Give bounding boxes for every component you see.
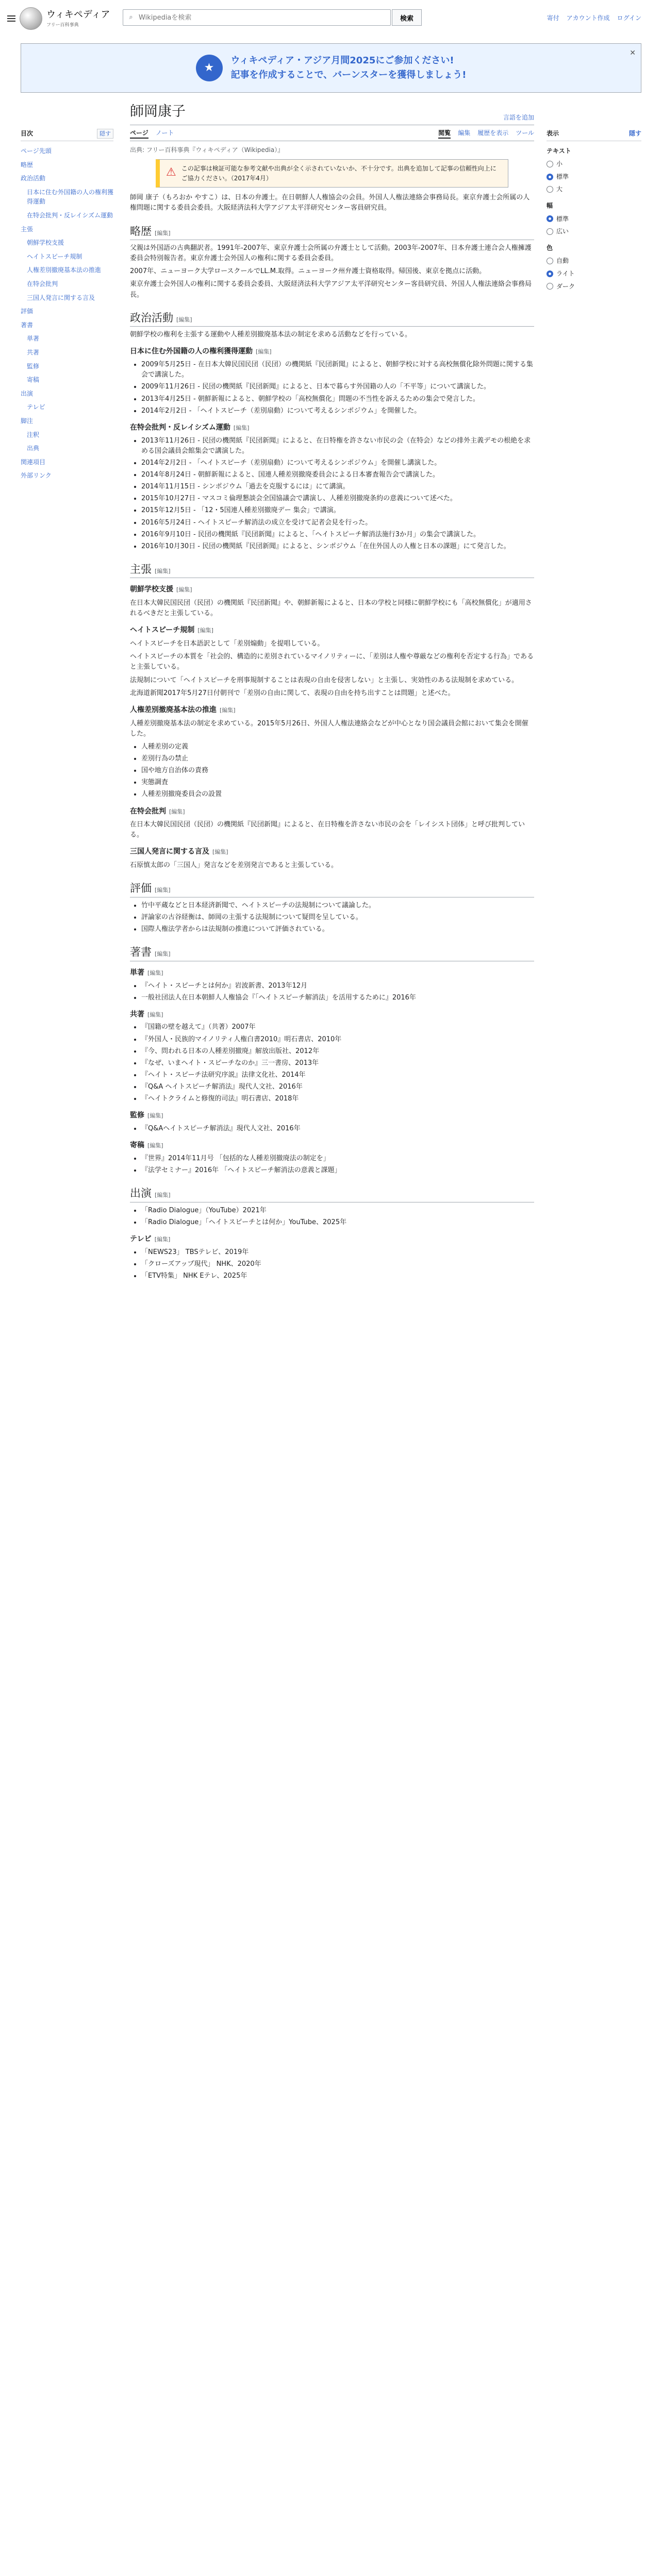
bullet-list (141, 1124, 534, 1134)
search-icon: ⌕ (129, 13, 133, 21)
edit-link[interactable]: [編集] (147, 969, 163, 976)
list-item: • 人種差別の定義 (141, 742, 534, 752)
section-heading (130, 1110, 534, 1122)
warning-icon: ⚠ (166, 166, 176, 179)
maintenance-notice (156, 159, 508, 188)
create-account-link[interactable]: アカウント作成 (566, 14, 610, 22)
toc-item[interactable] (21, 428, 113, 442)
text-size-standard[interactable] (547, 171, 641, 183)
section-heading (130, 1140, 534, 1151)
heading-text: 出演 (130, 1187, 152, 1200)
toc-item-label[interactable]: テレビ (27, 403, 45, 411)
edit-link[interactable]: [編集] (176, 586, 192, 594)
section-heading (130, 561, 534, 579)
radio-icon (547, 161, 553, 167)
section-heading (130, 806, 534, 818)
bullet-list (141, 1247, 534, 1281)
list-item: • 「クローズアップ現代」 NHK、2020年 (141, 1259, 534, 1269)
list-item: • 2015年12月5日 - 「12・5国連人種差別撤廃デー 集会」で講演。 (141, 505, 534, 516)
heading-text: 在特会批判 (130, 807, 166, 816)
heading-text: ヘイトスピーチ規制 (130, 626, 195, 635)
paragraph: ヘイトスピーチを日本語訳として「差別煽動」を提唱している。 (130, 640, 324, 648)
section-heading (130, 846, 534, 858)
heading-text: 三国人発言に関する言及 (130, 848, 209, 856)
heading-text: 政治活動 (130, 311, 173, 324)
toc-item[interactable] (21, 209, 113, 223)
list-item: • 「Radio Dialogue」（YouTube）2021年 (141, 1206, 534, 1216)
search-button[interactable]: 検索 (392, 9, 422, 26)
close-icon[interactable]: ✕ (630, 49, 636, 57)
toc-item[interactable] (21, 442, 113, 455)
paragraph: 法規制について「ヘイトスピーチを刑事規制することは表現の自由を侵害しない」と主張し、実効性のある法規制を求めている。 (130, 676, 519, 684)
toc-item[interactable] (21, 277, 113, 291)
toc-item[interactable] (21, 360, 113, 374)
toc-item[interactable] (21, 172, 113, 185)
campaign-banner (21, 43, 641, 93)
bullet-list (141, 981, 534, 1003)
toc-item-label[interactable]: 在特会批判・反レイシズム運動 (27, 212, 113, 219)
radio-icon (547, 270, 553, 277)
toc-item-label[interactable]: 人権差別撤廃基本法の推進 (27, 266, 102, 274)
section-heading (130, 422, 534, 434)
option-label: 自動 (556, 257, 569, 265)
color-auto[interactable] (547, 255, 641, 267)
edit-link[interactable]: [編集] (155, 951, 171, 958)
paragraph: 石原慎太郎の「三国人」発言などを差別発言であると主張している。 (130, 861, 338, 870)
toc-item-label[interactable]: 三国人発言に関する言及 (27, 294, 95, 301)
page-tabs (130, 125, 534, 142)
search-box (123, 9, 391, 26)
main-menu-icon[interactable] (7, 15, 15, 22)
toc-item[interactable] (21, 158, 113, 172)
list-item: • 2016年10月30日 - 民団の機関紙『民団新聞』によると、シンポジウム「在住外国人の人権と日本の課題」にて発言した。 (141, 541, 534, 552)
toc-item-label[interactable]: 共著 (27, 348, 40, 356)
edit-link[interactable]: [編集] (155, 229, 171, 236)
paragraph: 在日本大韓民国民団（民団）の機関紙『民団新聞』によると、在日特権を許さない市民の会を「レイシスト団体」と呼び批判している。 (130, 821, 525, 839)
toc-item[interactable] (21, 373, 113, 387)
edit-link[interactable]: [編集] (155, 887, 171, 894)
text-size-large[interactable] (547, 183, 641, 196)
radio-icon (547, 174, 553, 180)
article-source: 出典: フリー百科事典『ウィキペディア（Wikipedia）』 (130, 146, 284, 154)
list-item: • 2014年2月2日 - 「ヘイトスピーチ（差別扇動）について考えるシンポジウム」を開催し講演した。 (141, 458, 534, 468)
list-item: • 一般社団法人在日本朝鮮人人権協会『「ヘイトスピーチ解消法」を活用するために』2016年 (141, 993, 534, 1003)
radio-icon (547, 258, 553, 264)
list-item: • 『外国人・民族的マイノリティ人権白書2010』明石書店、2010年 (141, 1035, 534, 1045)
article-header (130, 101, 534, 125)
paragraph: 在日本大韓民国民団（民団）の機関紙『民団新聞』や、朝鮮新報によると、日本の学校と同様に朝鮮学校にも「高校無償化」が適用されるべきだと主張している。 (130, 599, 532, 618)
text-size-small[interactable] (547, 158, 641, 171)
globe-logo-icon (20, 7, 42, 30)
list-item: • 『国籍の壁を越えて』（共著）2007年 (141, 1022, 534, 1032)
toc-item-label[interactable]: ページ先頭 (21, 147, 52, 155)
toc-item-label[interactable]: 寄稿 (27, 376, 40, 384)
notice-text: この記事は検証可能な参考文献や出典が全く示されていないか、不十分です。出典を追加して記事の信頼性向上にご協力ください。（2017年4月） (181, 165, 496, 182)
width-wide[interactable] (547, 225, 641, 238)
list-item: • 2009年5月25日 - 在日本大韓民国民団（民団）の機関紙『民団新聞』によると、朝鮮学校に対する高校無償化除外問題に関する集会で講演した。 (141, 360, 534, 380)
list-item: • 差別行為の禁止 (141, 754, 534, 764)
list-item: • 「NEWS23」 TBSテレビ、2019年 (141, 1247, 534, 1258)
heading-text: 朝鮮学校支援 (130, 585, 173, 594)
edit-link[interactable]: [編集] (147, 1142, 163, 1149)
list-item: • 国際人権法学者からは法規制の推進について評価されている。 (141, 924, 534, 935)
list-item: • 『なぜ、いまヘイト・スピーチなのか』三一書房、2013年 (141, 1058, 534, 1069)
toc-item-label[interactable]: 出演 (21, 389, 34, 397)
tab-talk[interactable]: ノート (155, 129, 174, 137)
toc-item-label[interactable]: 在特会批判 (27, 280, 58, 287)
list-item: • 「ETV特集」 NHK Eテレ、2025年 (141, 1271, 534, 1281)
site-title: ウィキペディア (46, 9, 110, 21)
section-heading (130, 1009, 534, 1021)
paragraph: 朝鮮学校の権利を主張する運動や人種差別撤廃基本法の制定を求める活動などを行っている。 (130, 331, 412, 339)
login-link[interactable]: ログイン (617, 14, 641, 22)
section-heading (130, 1234, 534, 1245)
list-item: • 国や地方自治体の責務 (141, 766, 534, 776)
radio-icon (547, 186, 553, 193)
heading-text: 著書 (130, 946, 152, 959)
list-item: • 『ヘイトクライムと修復的司法』明石書店、2018年 (141, 1094, 534, 1104)
color-dark[interactable] (547, 280, 641, 293)
list-item: • 2014年11月15日 - シンポジウム「過去を克服するには」にて講演。 (141, 482, 534, 492)
list-item: • 『世界』2014年11月号 「包括的な人種差別撤廃法の制定を」 (141, 1154, 534, 1164)
article-content (130, 101, 534, 1283)
option-label: 標準 (556, 173, 569, 180)
paragraph: ヘイトスピーチの本質を「社会的、構造的に差別されているマイノリティーに、「差別は人権や尊厳などの権利を否定する行為」であると主張している。 (130, 653, 534, 671)
edit-link[interactable]: [編集] (155, 1192, 171, 1199)
toc-item-label[interactable]: 注釈 (27, 431, 40, 438)
list-item: • 「Radio Dialogue」「ヘイトスピーチとは何か」YouTube、2025年 (141, 1217, 534, 1228)
edit-link[interactable]: [編集] (155, 567, 171, 574)
section-heading (130, 625, 534, 636)
option-label: 大 (556, 185, 563, 193)
list-item: • 2015年10月27日 - マスコミ倫理懇談会全国協議会で講演し、人種差別撤廃条約の意義について述べた。 (141, 494, 534, 504)
bullet-list (141, 360, 534, 416)
toc-item[interactable] (21, 185, 113, 209)
list-item: • 2016年5月24日 - ヘイトスピーチ解消法の成立を受けて記者会見を行った。 (141, 518, 534, 528)
section-heading (130, 705, 534, 716)
option-label: 広い (556, 228, 569, 235)
list-item: • 『Q&Aヘイトスピーチ解消法』現代人文社、2016年 (141, 1124, 534, 1134)
radio-icon (547, 215, 553, 222)
banner-line2[interactable]: 記事を作成することで、バーンスターを獲得しましょう! (230, 70, 467, 80)
section-heading (130, 584, 534, 596)
banner-line1[interactable]: ウィキペディア・アジア月間2025にご参加ください! (230, 55, 454, 66)
list-item: • 『ヘイト・スピーチとは何か』岩波新書、2013年12月 (141, 981, 534, 991)
section-heading (130, 223, 534, 241)
list-item: • 評論家の古谷経衡は、師岡の主張する法規制について疑問を呈している。 (141, 912, 534, 923)
list-item: • 2014年8月24日 - 朝鮮新報によると、国連人種差別撤廃委員会による日本審査報告会で講演した。 (141, 470, 534, 480)
option-label: 小 (556, 160, 563, 168)
edit-link[interactable]: [編集] (147, 1011, 163, 1018)
toc-item[interactable] (21, 223, 113, 236)
width-label: 幅 (547, 201, 553, 209)
bullet-list (141, 1022, 534, 1104)
paragraph: 人種差別撤廃基本法の制定を求めている。2015年5月26日、外国人人権法連絡会などが中心となり国会議員会館において集会を開催した。 (130, 719, 528, 738)
list-item: • 2013年11月26日 - 民団の機関紙『民団新聞』によると、在日特権を許さない市民の会（在特会）などの排外主義デモの根絶を求める国会議員会館集会で講演した。 (141, 436, 534, 456)
toc-item-label[interactable]: 脚注 (21, 417, 34, 425)
bullet-list (141, 742, 534, 800)
edit-link[interactable]: [編集] (147, 1112, 163, 1120)
list-item: • 『ヘイト・スピーチ法研究序説』法律文化社、2014年 (141, 1070, 534, 1080)
toc-item[interactable] (21, 400, 113, 414)
bullet-list (141, 436, 534, 552)
toc-item-label[interactable]: 関連項目 (21, 458, 46, 466)
appearance-panel (547, 129, 641, 293)
search-input[interactable] (139, 10, 390, 25)
article-sections (130, 223, 534, 1282)
paragraph: 北海道新聞2017年5月27日付朝刊で「差別の自由に関して、表現の自由を持ち出すことは問題」と述べた。 (130, 689, 455, 697)
toc-item[interactable] (21, 304, 113, 318)
appearance-header (547, 129, 641, 141)
section-heading (130, 880, 534, 897)
tab-read[interactable]: 閲覧 (438, 128, 451, 139)
site-logo[interactable] (20, 7, 110, 30)
section-heading (130, 968, 534, 979)
radio-icon (547, 283, 553, 290)
toc-item[interactable] (21, 346, 113, 360)
toc-list (21, 144, 113, 483)
appearance-hide-button[interactable]: 隠す (628, 130, 641, 137)
site-subtitle: フリー百科事典 (46, 22, 79, 28)
tab-history[interactable]: 履歴を表示 (477, 129, 509, 137)
toc-item-label[interactable]: 政治活動 (21, 175, 46, 182)
list-item: • 『法学セミナー』2016年 「ヘイトスピーチ解消法の意義と課題」 (141, 1165, 534, 1176)
toc-item[interactable] (21, 236, 113, 250)
heading-text: テレビ (130, 1235, 152, 1244)
page-title: 師岡康子 (130, 104, 186, 120)
edit-link[interactable]: [編集] (154, 1236, 171, 1243)
toc-item-label[interactable]: 評価 (21, 308, 34, 315)
toc-item[interactable] (21, 469, 113, 483)
list-item: • 『今、問われる日本の人種差別撤廃』解放出版社、2012年 (141, 1046, 534, 1057)
heading-text: 共著 (130, 1010, 144, 1019)
toc-title: 目次 (21, 130, 34, 137)
edit-link[interactable]: [編集] (220, 706, 236, 714)
bullet-list (141, 1154, 534, 1176)
tab-tools[interactable]: ツール (516, 129, 534, 137)
tab-edit[interactable]: 編集 (458, 129, 471, 137)
paragraph: 東京弁護士会外国人の権利に関する委員会委員、大阪経済法科大学アジア太平洋研究センター客員研究員、外国人人権法連絡会事務局長。 (130, 280, 532, 299)
toc-item-label[interactable]: ヘイトスピーチ規制 (27, 252, 82, 260)
appearance-title: 表示 (547, 130, 559, 137)
option-label: ライト (556, 269, 575, 277)
heading-text: 略歴 (130, 225, 152, 238)
heading-text: 日本に住む外国籍の人の権利獲得運動 (130, 347, 253, 356)
radio-icon (547, 228, 553, 235)
list-item: • 2013年4月25日 - 朝鮮新報によると、朝鮮学校の「高校無償化」問題の不当性を訴えるための集会で発言した。 (141, 394, 534, 404)
option-label: ダーク (556, 282, 575, 290)
list-item: • 2016年9月10日 - 民団の機関紙『民団新聞』によると、「ヘイトスピーチ解消法施行3か月」の集会で講演した。 (141, 530, 534, 540)
toc-item-label[interactable]: 外部リンク (21, 472, 52, 480)
toc-item-label[interactable]: 単著 (27, 335, 40, 343)
lead-paragraph: 師岡 康子（もろおか やすこ）は、日本の弁護士。在日朝鮮人人権協会の会員。外国人人権法連絡会事務局長。東京弁護士会所属の人権問題に関する委員会委員。大阪経済法科大学アジア太平洋研究センター客員研究員。 (130, 194, 530, 212)
toc-item[interactable] (21, 144, 113, 158)
heading-text: 在特会批判・反レイシズム運動 (130, 423, 230, 432)
toc-header (21, 129, 113, 141)
list-item: • 『Q&A ヘイトスピーチ解消法』現代人文社、2016年 (141, 1082, 534, 1092)
list-item: • 竹中平蔵などと日本経済新聞で、ヘイトスピーチの法規制について議論した。 (141, 901, 534, 911)
heading-text: 監修 (130, 1111, 144, 1120)
heading-text: 人権差別撤廃基本法の推進 (130, 705, 217, 714)
paragraph: 2007年、ニューヨーク大学ロースクールでLL.M.取得。ニューヨーク州弁護士資格取得。帰国後、東京を拠点に活動。 (130, 267, 486, 276)
toc-item[interactable] (21, 291, 113, 305)
toc-item-label[interactable]: 略歴 (21, 161, 34, 168)
edit-link[interactable]: [編集] (197, 627, 213, 634)
section-heading (130, 346, 534, 358)
section-heading (130, 1185, 534, 1202)
toc-item-label[interactable]: 主張 (21, 225, 34, 233)
toc-item[interactable] (21, 414, 113, 428)
section-heading (130, 310, 534, 327)
paragraph: 父親は外国語の古典翻訳者。1991年-2007年、東京弁護士会所属の弁護士として活動。2003年-2007年、日本弁護士連合会人権擁護委員会特別報告者。東京弁護士会外国人の権利に関する委員会委員。 (130, 244, 532, 263)
edit-link[interactable]: [編集] (212, 849, 228, 856)
width-standard[interactable] (547, 213, 641, 226)
bullet-list (141, 1206, 534, 1228)
toc-item[interactable] (21, 332, 113, 346)
edit-link[interactable]: [編集] (233, 424, 250, 431)
color-label: 色 (547, 244, 553, 251)
toc-item[interactable] (21, 263, 113, 277)
edit-link[interactable]: [編集] (169, 808, 185, 815)
site-header (0, 0, 662, 39)
list-item: • 2009年11月26日 - 民団の機関紙『民団新聞』によると、日本で暮らす外国籍の人の「不平等」について講演した。 (141, 382, 534, 392)
edit-link[interactable]: [編集] (256, 348, 272, 355)
toc-item[interactable] (21, 455, 113, 469)
heading-text: 寄稿 (130, 1141, 144, 1150)
toc-item-label[interactable]: 朝鮮学校支援 (27, 239, 64, 247)
toc-item-label[interactable]: 著書 (21, 321, 34, 329)
toc-item[interactable] (21, 318, 113, 332)
text-size-label: テキスト (547, 147, 571, 155)
toc-item[interactable] (21, 387, 113, 401)
toc-item-label[interactable]: 監修 (27, 362, 40, 370)
bullet-list (141, 901, 534, 935)
list-item: • 人種差別撤廃委員会の設置 (141, 789, 534, 800)
donate-link[interactable]: 寄付 (547, 14, 559, 22)
toc-hide-button[interactable]: 隠す (97, 129, 113, 139)
list-item: • 実態調査 (141, 777, 534, 788)
toc-item-label[interactable]: 日本に住む外国籍の人の権利獲得運動 (27, 188, 114, 206)
banner-icon: ★ (196, 55, 223, 81)
add-languages-button[interactable]: 言語を追加 (503, 114, 534, 122)
edit-link[interactable]: [編集] (176, 316, 192, 323)
toc-item-label[interactable]: 出典 (27, 445, 40, 452)
heading-text: 単著 (130, 968, 144, 977)
section-heading (130, 944, 534, 961)
heading-text: 評価 (130, 882, 152, 895)
personal-tools (547, 13, 641, 23)
list-item: • 2014年2月2日 - 「ヘイトスピーチ（差別扇動）について考えるシンポジウム」を開催した。 (141, 406, 534, 416)
tab-page[interactable]: ページ (130, 128, 148, 139)
heading-text: 主張 (130, 563, 152, 575)
color-light[interactable] (547, 267, 641, 280)
table-of-contents (21, 129, 113, 483)
toc-item[interactable] (21, 250, 113, 264)
option-label: 標準 (556, 215, 569, 223)
